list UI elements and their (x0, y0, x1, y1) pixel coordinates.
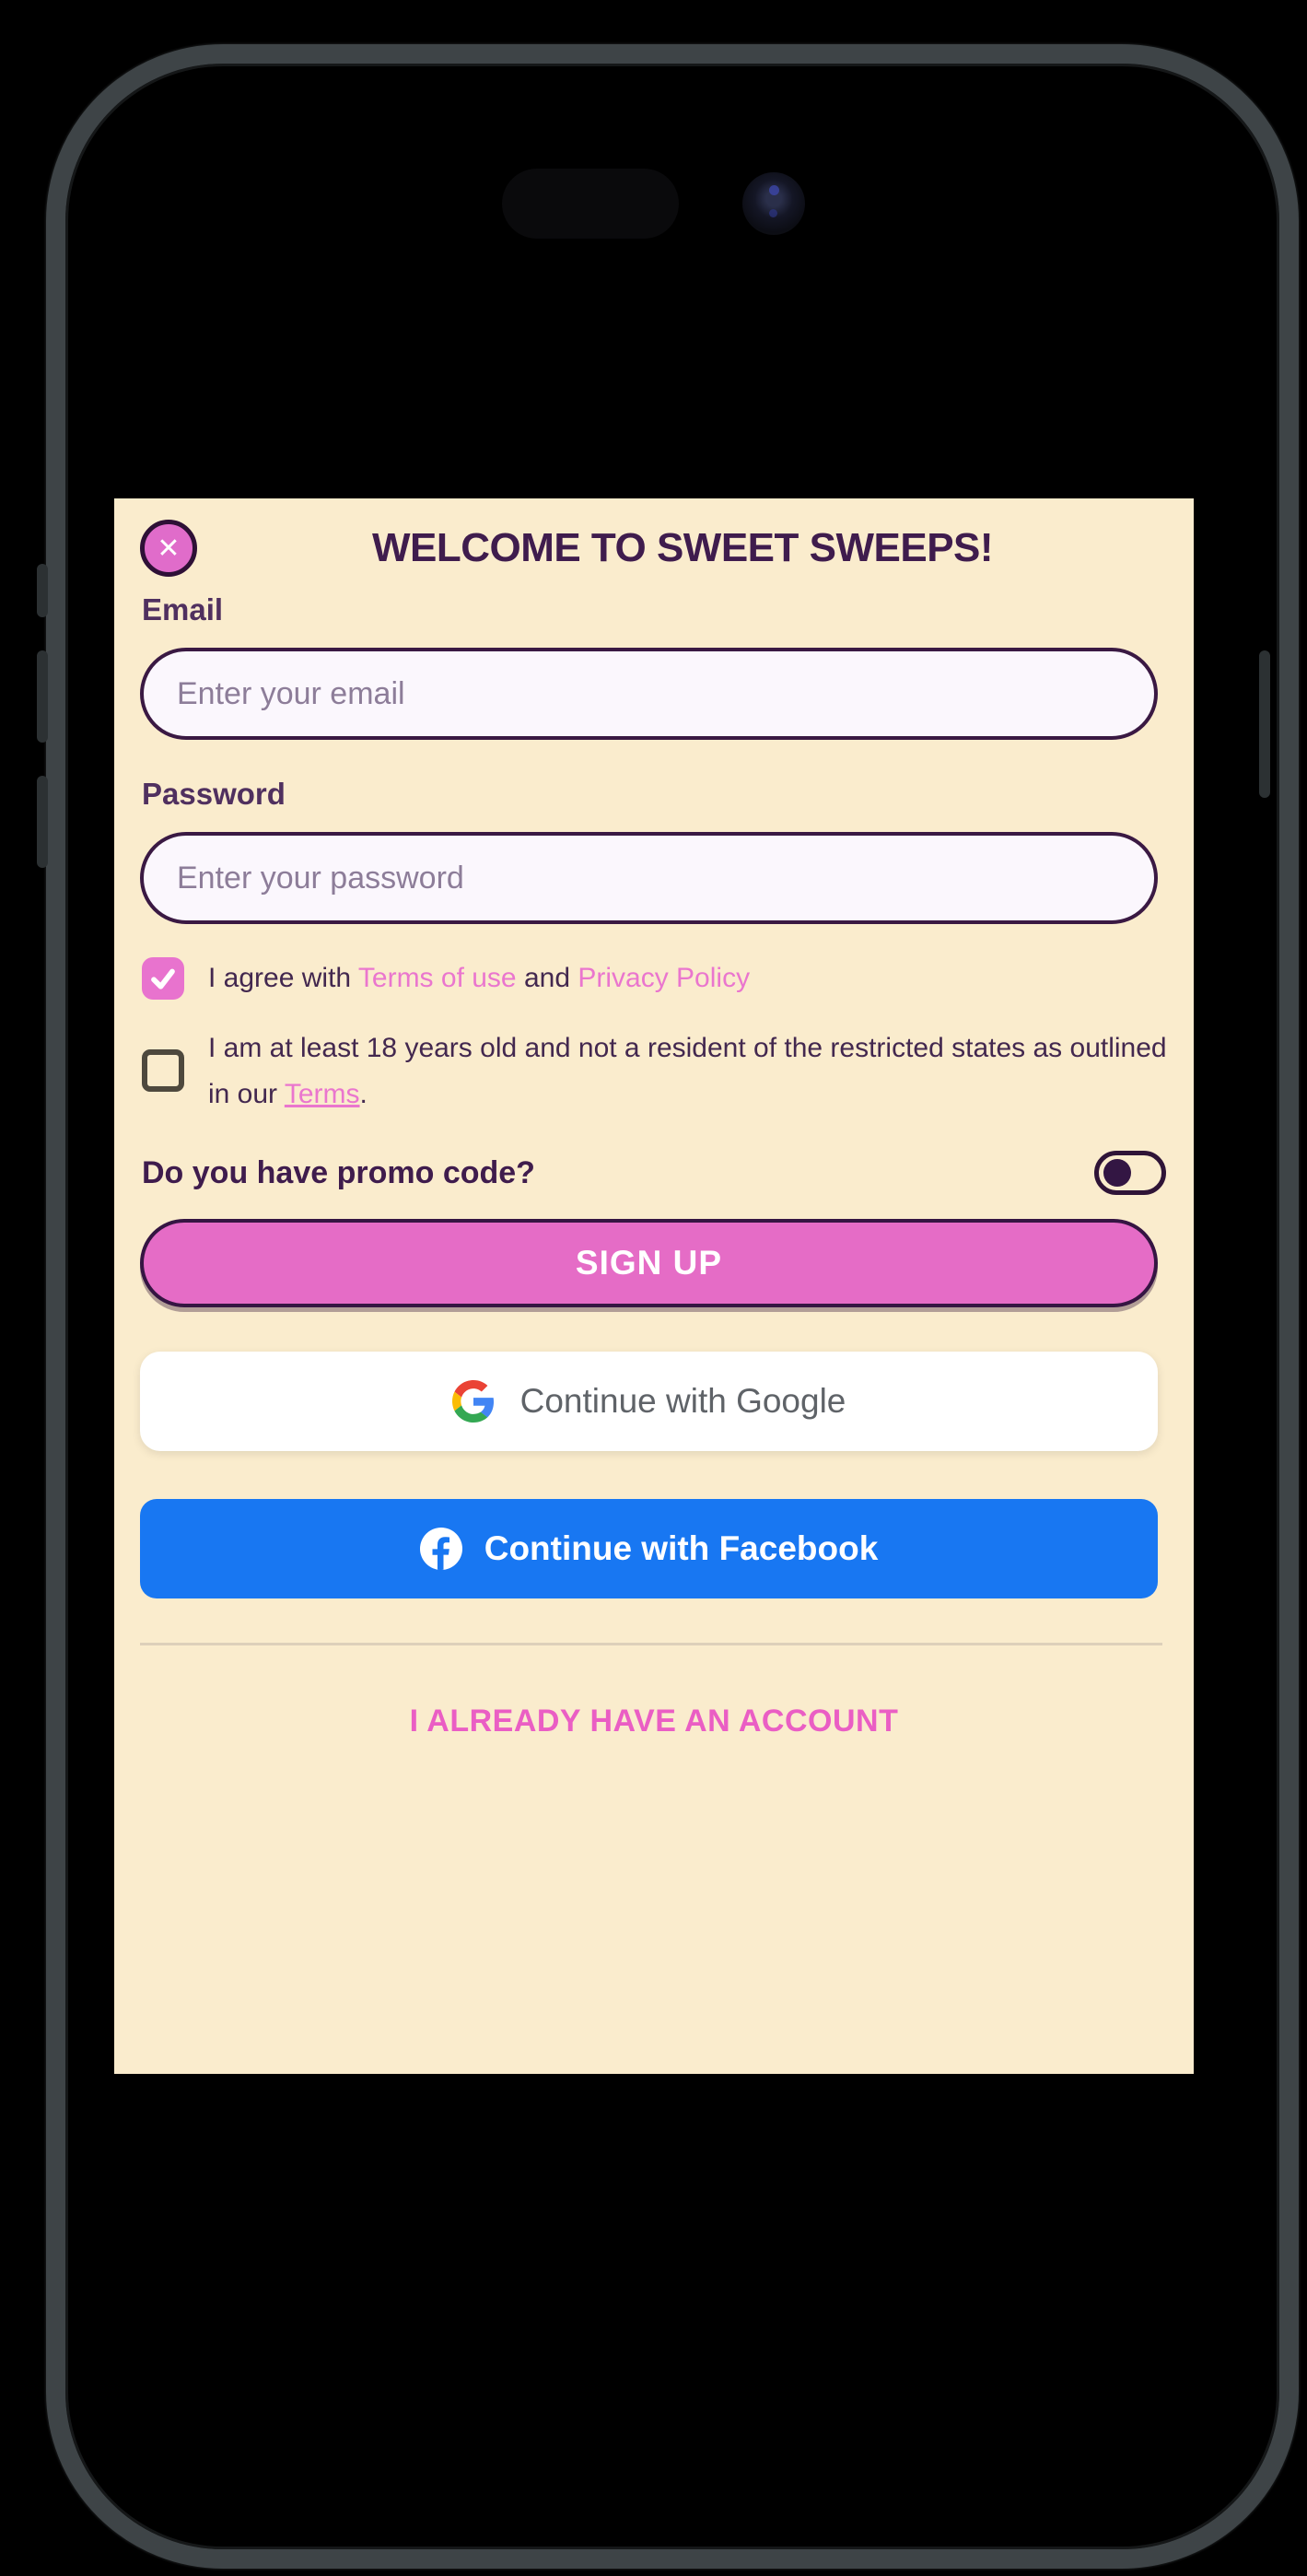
terms-agree-row (142, 957, 1168, 1000)
divider (140, 1643, 1162, 1645)
terms-link[interactable]: Terms (284, 1079, 360, 1110)
sign-up-button[interactable] (140, 1219, 1158, 1307)
terms-agree-checkbox[interactable] (142, 957, 184, 1000)
password-field[interactable] (140, 832, 1158, 924)
camera-lens-glint-2 (769, 209, 777, 217)
continue-with-google-button[interactable] (140, 1352, 1158, 1451)
terms-of-use-link[interactable]: Terms of use (357, 963, 517, 993)
continue-with-facebook-button[interactable] (140, 1499, 1158, 1598)
google-button-label: Continue with Google (519, 1382, 846, 1420)
dynamic-island (502, 169, 679, 239)
volume-down-button[interactable] (37, 776, 48, 868)
password-label: Password (142, 777, 286, 811)
age-confirm-text (208, 1025, 1168, 1118)
toggle-knob (1103, 1159, 1131, 1187)
close-icon: ✕ (157, 533, 181, 564)
email-label: Email (142, 592, 224, 626)
signup-modal (114, 498, 1194, 2074)
promo-code-toggle[interactable] (1094, 1151, 1166, 1195)
agree-middle: and (516, 963, 578, 993)
terms-agree-text (208, 962, 750, 995)
age-confirm-row (142, 1025, 1168, 1118)
facebook-button-label: Continue with Facebook (484, 1529, 879, 1567)
email-field[interactable] (140, 648, 1158, 740)
front-camera (742, 172, 805, 235)
page-title: WELCOME TO SWEET SWEEPS! (371, 525, 994, 570)
volume-up-button[interactable] (37, 650, 48, 743)
age-suffix: . (359, 1079, 368, 1110)
checkmark-icon (149, 965, 177, 992)
close-button[interactable] (140, 520, 197, 577)
modal-header (140, 511, 1168, 585)
already-have-account-link[interactable]: I ALREADY HAVE AN ACCOUNT (409, 1704, 899, 1739)
camera-lens-glint (769, 185, 779, 195)
age-confirm-checkbox[interactable] (142, 1049, 184, 1092)
privacy-policy-link[interactable]: Privacy Policy (578, 963, 751, 993)
promo-code-row (142, 1149, 1166, 1197)
sign-up-label: SIGN UP (575, 1244, 723, 1282)
agree-prefix: I agree with (208, 963, 358, 993)
promo-code-label: Do you have promo code? (142, 1154, 535, 1190)
facebook-icon (420, 1528, 462, 1570)
action-button[interactable] (37, 564, 48, 617)
google-icon (452, 1380, 495, 1423)
age-prefix: I am at least 18 years old and not a resident of the restricted states as outlined in our (208, 1033, 1167, 1110)
power-button[interactable] (1259, 650, 1270, 798)
